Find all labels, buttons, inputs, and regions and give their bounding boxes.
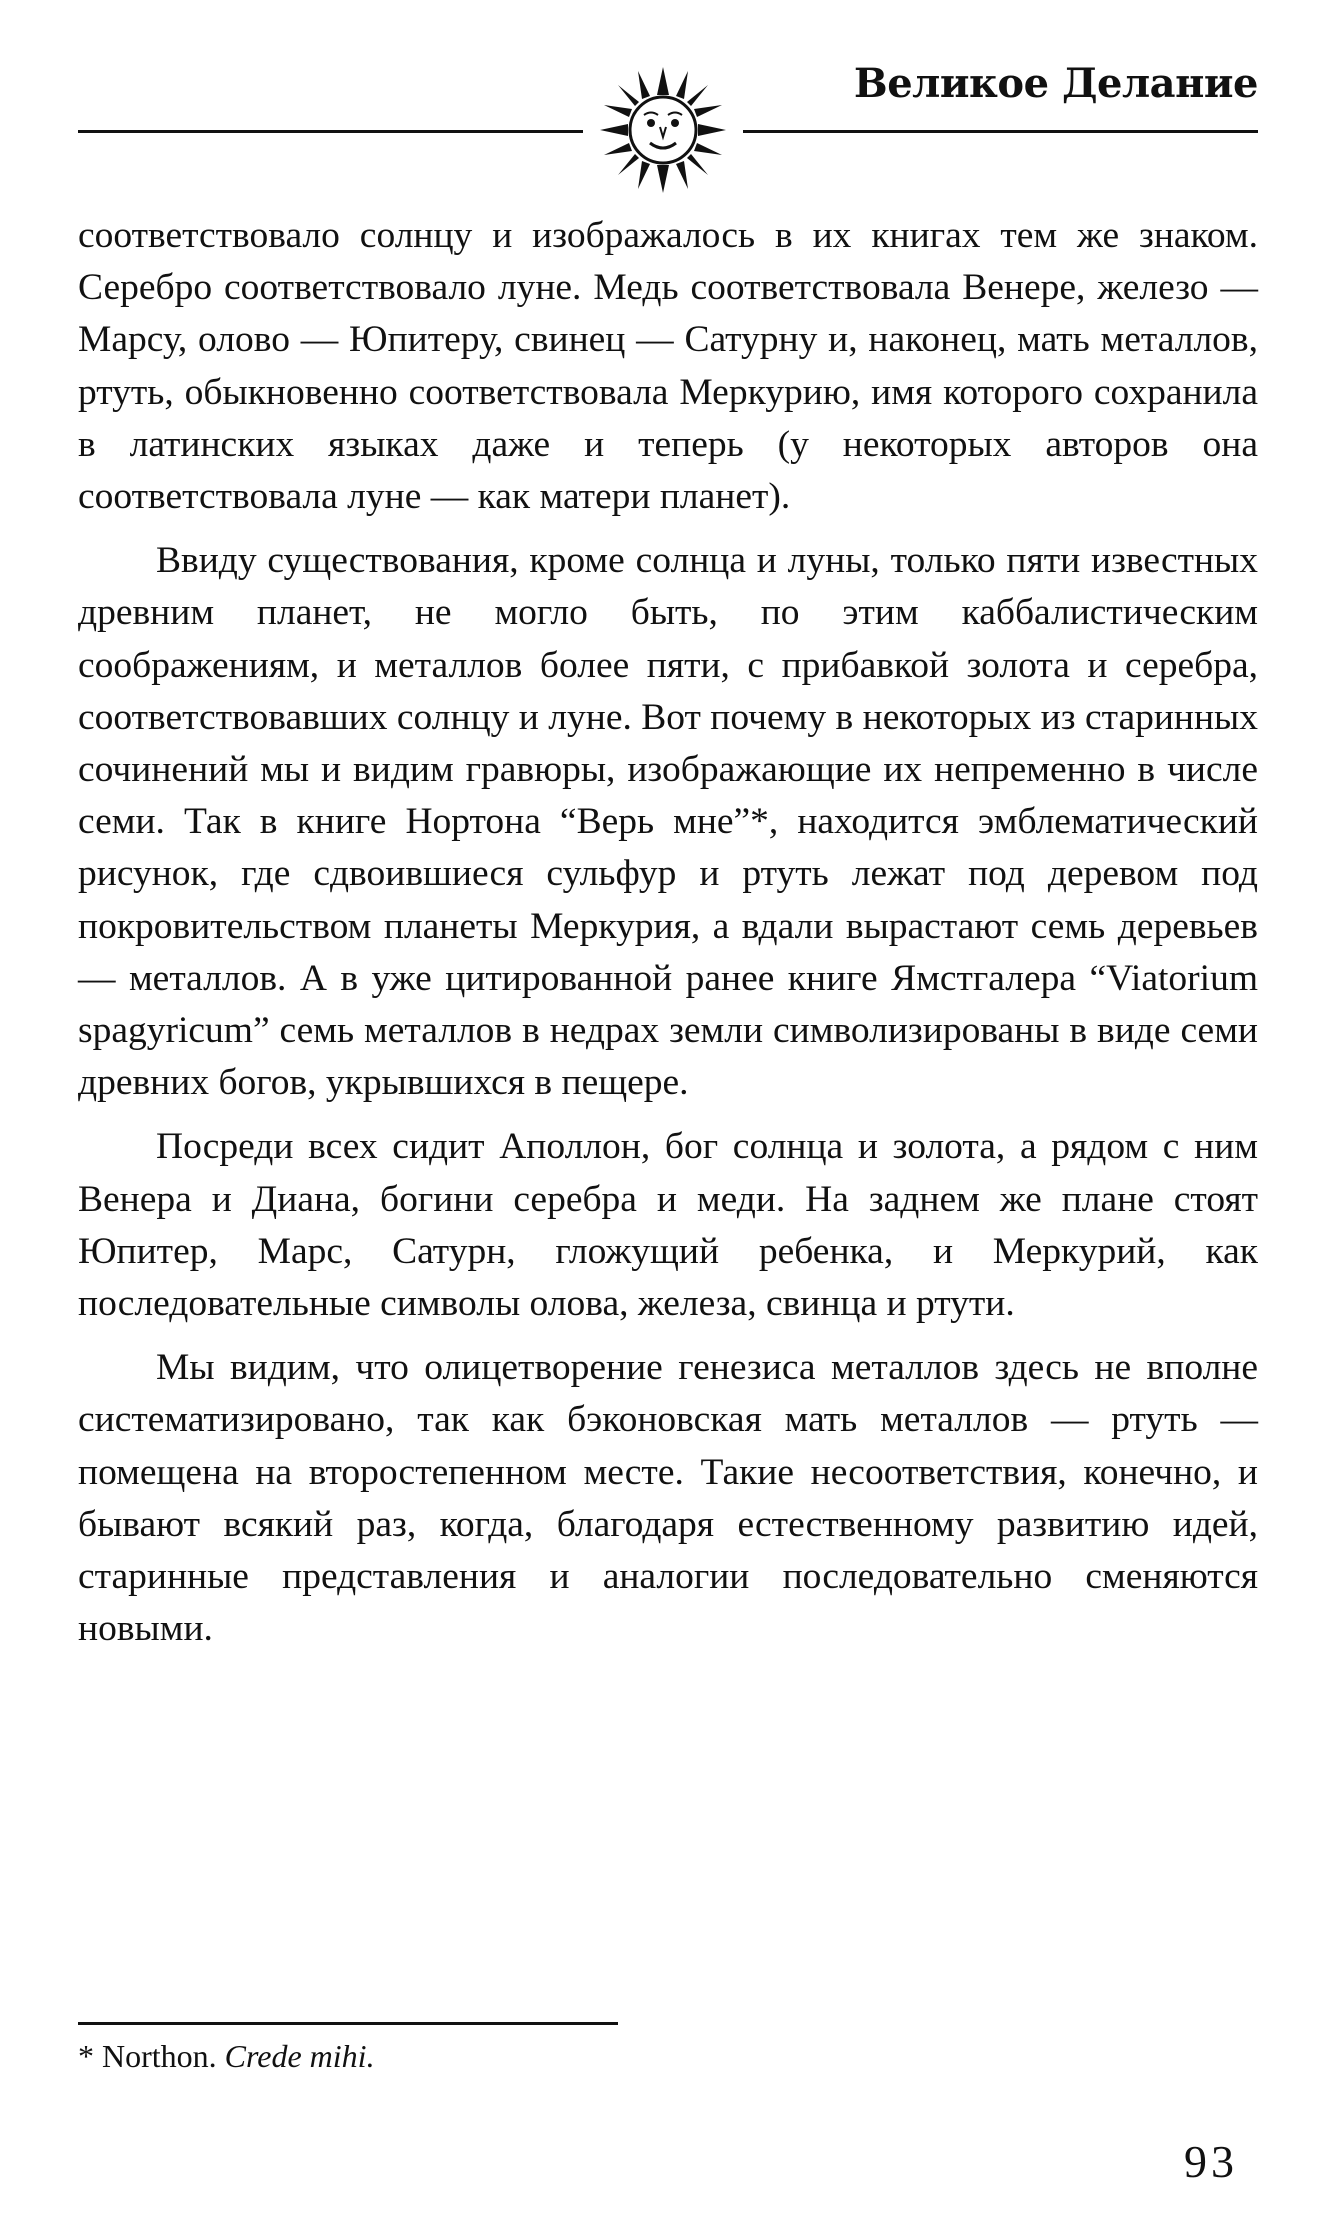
paragraph-2: Ввиду существования, кроме солнца и луны, только пяти известных древним планет, не могло быть, по этим каббалистическим соображениям, и металлов более пяти, с прибавкой золота и серебра, соответствовавших солнцу и луне. Вот почему в некоторых из старинных сочинений мы и видим гравюры, изображающие их непременно в числе семи. Так в книге Нортона “Верь мне”*, находится эмблематический рисунок, где сдвоившиеся сульфур и ртуть лежат под деревом под покровительством планеты Меркурия, а вдали вырастают семь деревьев — металлов. А в уже цитированной ранее книге Ямстгалера “Viatorium spagyricum” семь металлов в недрах земли символизированы в виде семи древних богов, укрывшихся в пещере.: [78, 540, 1258, 1104]
body-text: [78, 210, 1258, 1667]
paragraph-1: соответствовало солнцу и изображалось в их книгах тем же знаком. Серебро соответствовало луне. Медь соответствовала Венере, железо — Марсу, олово — Юпитеру, свинец — Сатурну и, наконец, мать металлов, ртуть, обыкновенно соответствовала Меркурию, имя которого сохранила в латинских языках даже и теперь (у некоторых авторов она соответствовала луне — как матери планет).: [78, 215, 1258, 518]
footnote-title: Crede mihi.: [224, 2038, 375, 2074]
footnote-author: Northon.: [102, 2038, 217, 2074]
footnote: [78, 2038, 375, 2075]
paragraph-4: Мы видим, что олицетворение генезиса металлов здесь не вполне систематизировано, так как бэконовская мать металлов — ртуть — помещена на второстепенном месте. Такие несоответствия, конечно, и бывают всякий раз, когда, благодаря естественному развитию идей, старинные представления и аналогии последовательно сменяются новыми.: [78, 1347, 1258, 1650]
running-head: [78, 60, 1258, 190]
paragraph-3: Посреди всех сидит Аполлон, бог солнца и золота, а рядом с ним Венера и Диана, богини серебра и меди. На заднем же плане стоят Юпитер, Марс, Сатурн, гложущий ребенка, и Меркурий, как последовательные символы олова, железа, свинца и ртути.: [78, 1126, 1258, 1325]
header-rule-left: [78, 130, 583, 133]
header-rule-right: [743, 130, 1258, 133]
running-title: Великое Делание: [853, 60, 1258, 107]
sun-face-icon: [598, 65, 728, 195]
page-number: 93: [1184, 2136, 1238, 2187]
footnote-rule: [78, 2022, 618, 2025]
footnote-marker: *: [78, 2038, 94, 2074]
